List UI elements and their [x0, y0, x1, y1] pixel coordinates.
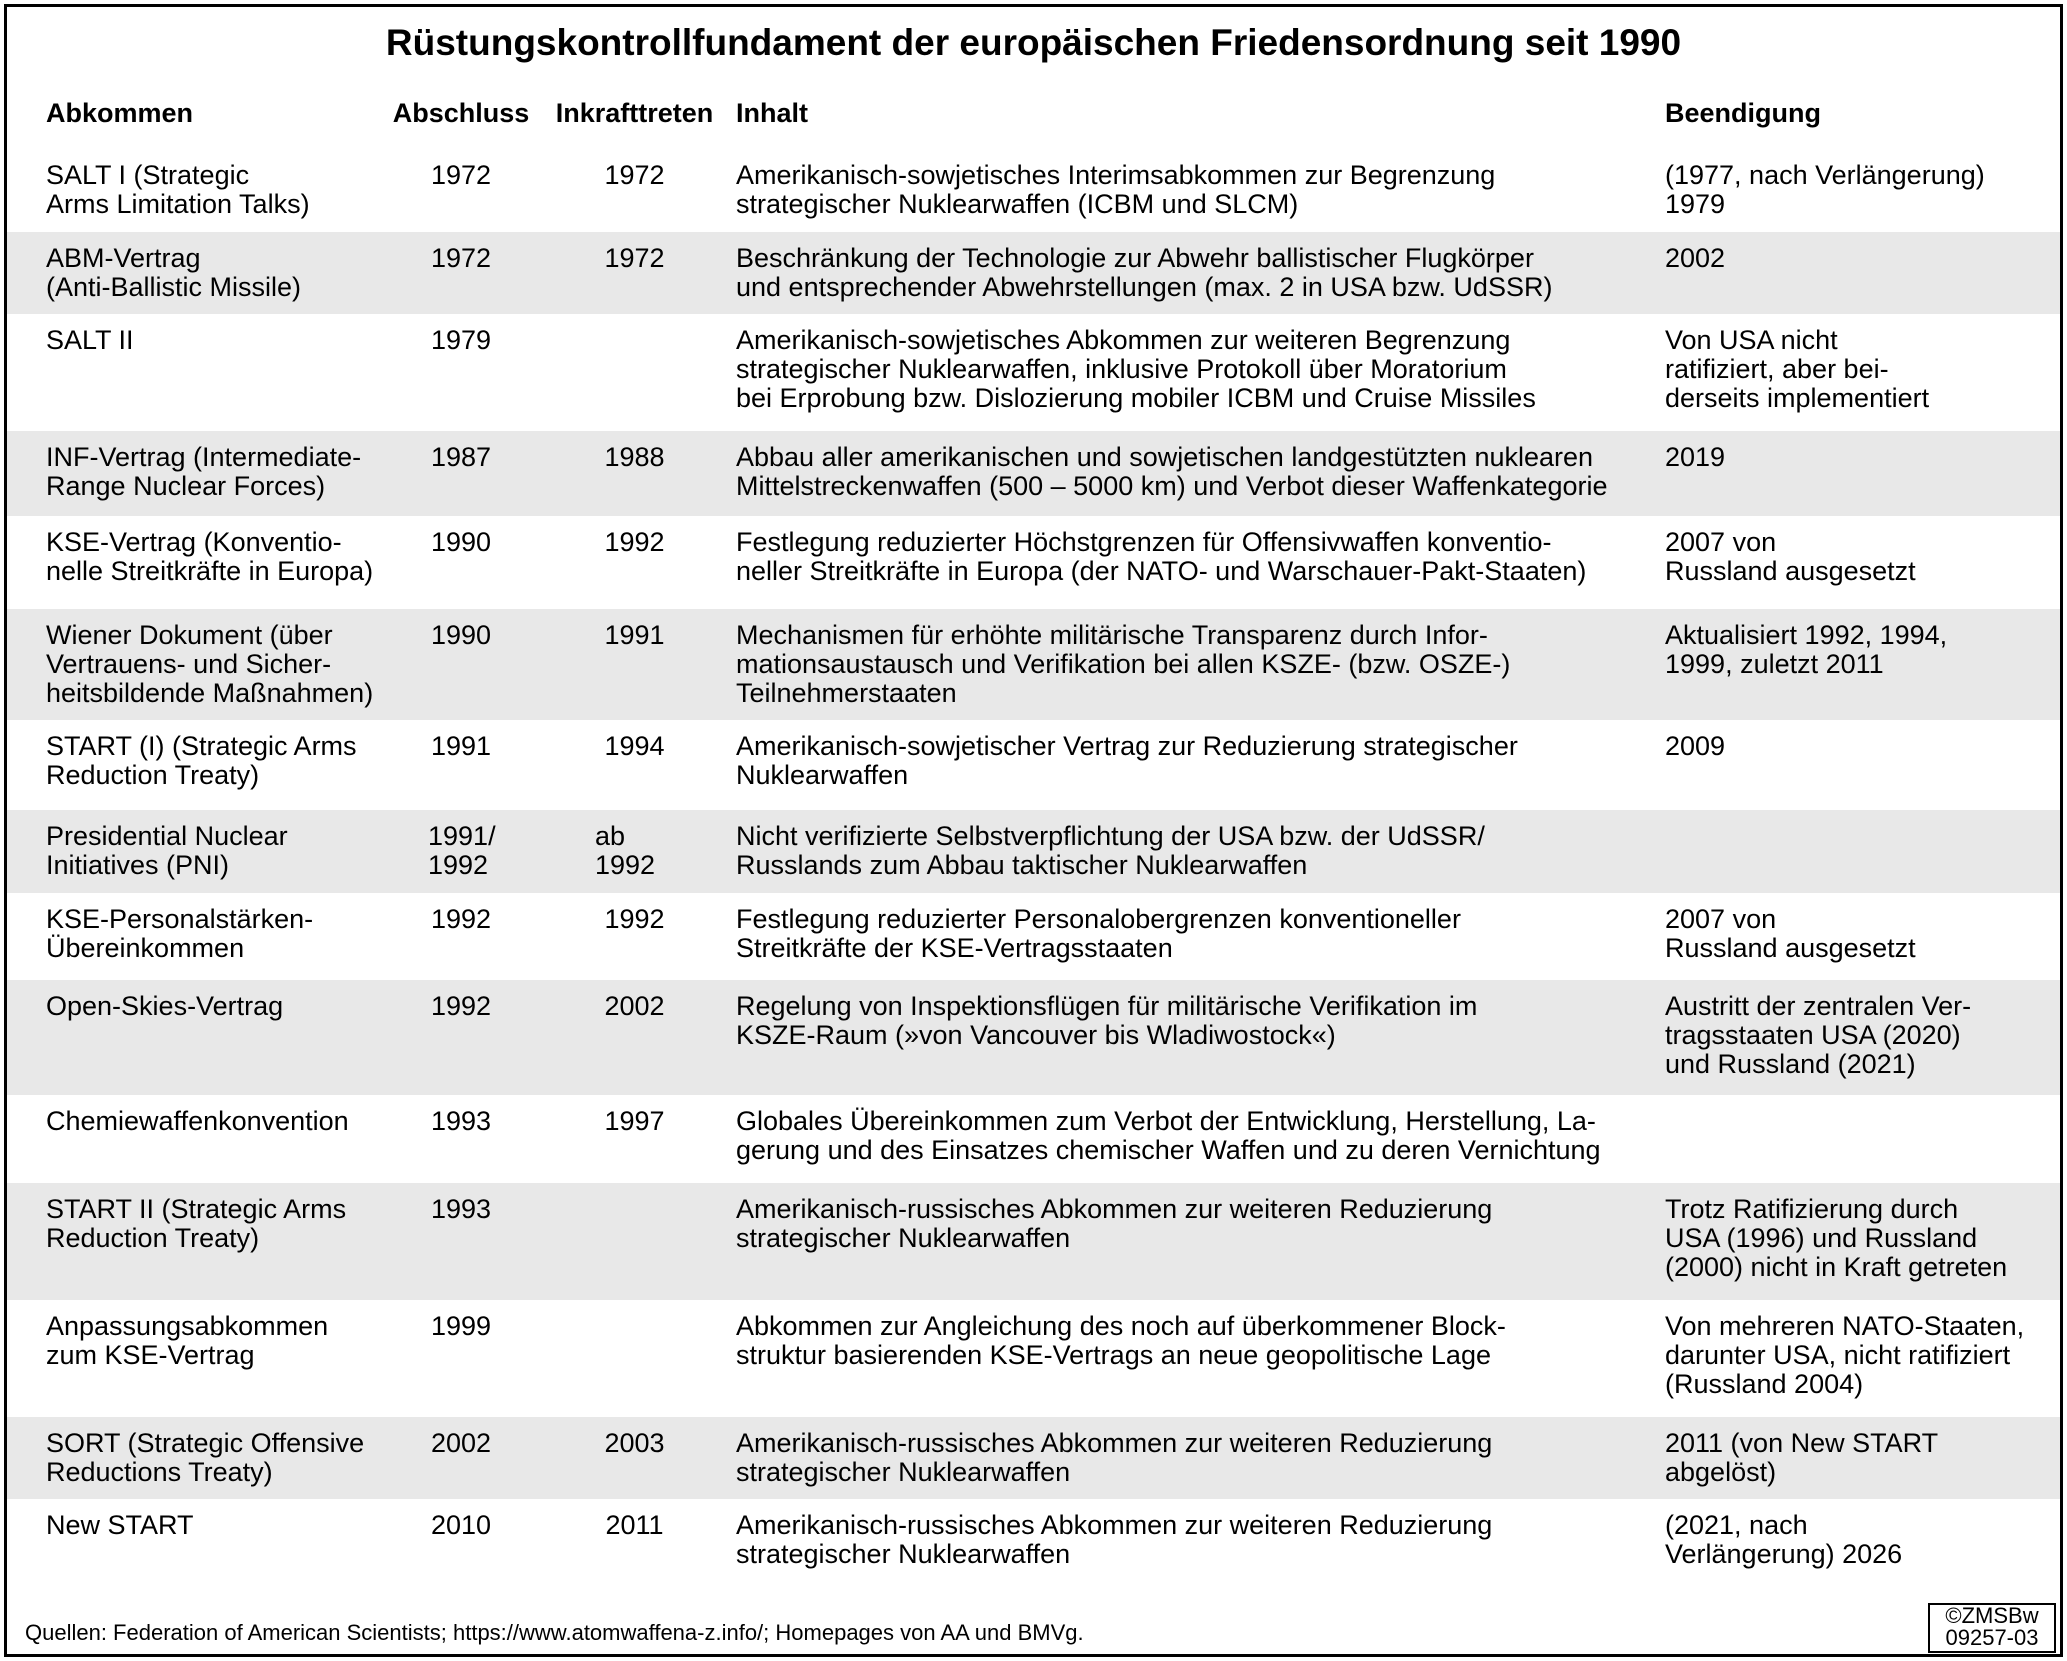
cell-beendigung: Von USA nicht ratifiziert, aber bei- derseits implementiert	[1665, 325, 1930, 413]
table-row	[7, 810, 2060, 893]
cell-inkrafttreten: 1992	[604, 527, 665, 557]
cell-beendigung: Trotz Ratifizierung durch USA (1996) und Russland (2000) nicht in Kraft getreten	[1665, 1194, 2008, 1282]
cell-beendigung: 2019	[1665, 442, 1726, 472]
cell-abschluss: 1987	[430, 442, 492, 472]
cell-beendigung: (2021, nach Verlängerung) 2026	[1665, 1510, 1903, 1569]
cell-beendigung: Aktualisiert 1992, 1994, 1999, zuletzt 2011	[1665, 620, 1948, 679]
cell-abschluss: 1991/ 1992	[428, 821, 496, 880]
cell-abkommen: SALT I (Strategic Arms Limitation Talks)	[46, 160, 310, 219]
cell-beendigung: 2011 (von New START abgelöst)	[1665, 1428, 1939, 1487]
cell-inhalt: Amerikanisch-russisches Abkommen zur weiteren Reduzierung strategischer Nuklearwaffen	[736, 1428, 1493, 1487]
sources-note: Quellen: Federation of American Scientists; https://www.atomwaffena-z.info/; Homepages von AA und BMVg.	[25, 1620, 1084, 1645]
cell-abschluss: 1972	[430, 160, 492, 190]
cell-inhalt: Abbau aller amerikanischen und sowjetischen landgestützten nuklearen Mittelstreckenwaffen (500 – 5000 km) und Verbot dieser Waffenkategorie	[736, 442, 1608, 501]
copyright-box	[1928, 1603, 2056, 1653]
cell-abschluss: 1990	[430, 620, 492, 650]
table-row	[7, 980, 2060, 1095]
cell-inhalt: Amerikanisch-russisches Abkommen zur weiteren Reduzierung strategischer Nuklearwaffen	[736, 1510, 1493, 1569]
cell-inhalt: Festlegung reduzierter Höchstgrenzen für Offensivwaffen konventio- neller Streitkräfte in Europa (der NATO- und Warschauer-Pakt-Staaten)	[736, 527, 1587, 586]
cell-abschluss: 2010	[430, 1510, 492, 1540]
table-row	[7, 720, 2060, 810]
document-code: 09257-03	[1945, 1625, 2039, 1650]
cell-abschluss: 1993	[430, 1194, 492, 1224]
cell-inhalt: Beschränkung der Technologie zur Abwehr ballistischer Flugkörper und entsprechender Abwehrstellungen (max. 2 in USA bzw. UdSSR)	[736, 243, 1553, 302]
cell-abkommen: KSE-Vertrag (Konventio- nelle Streitkräfte in Europa)	[46, 527, 374, 586]
table-row	[7, 516, 2060, 609]
cell-beendigung: 2007 von Russland ausgesetzt	[1665, 904, 1916, 963]
cell-inkrafttreten: ab 1992	[595, 821, 656, 880]
cell-abkommen: START II (Strategic Arms Reduction Treaty)	[46, 1194, 347, 1253]
cell-abkommen: Anpassungsabkommen zum KSE-Vertrag	[46, 1311, 329, 1370]
table-row	[7, 149, 2060, 232]
table-row	[7, 609, 2060, 720]
table-row	[7, 893, 2060, 980]
header-inhalt: Inhalt	[736, 98, 808, 128]
document-frame	[4, 4, 2063, 1657]
cell-beendigung: (1977, nach Verlängerung) 1979	[1665, 160, 1985, 219]
cell-abschluss: 1999	[430, 1311, 492, 1341]
header-abkommen: Abkommen	[46, 98, 194, 128]
cell-abkommen: START (I) (Strategic Arms Reduction Treaty)	[46, 731, 357, 790]
cell-inhalt: Amerikanisch-russisches Abkommen zur weiteren Reduzierung strategischer Nuklearwaffen	[736, 1194, 1493, 1253]
cell-inkrafttreten: 1991	[604, 620, 665, 650]
cell-abschluss: 1993	[430, 1106, 492, 1136]
cell-abschluss: 2002	[430, 1428, 492, 1458]
cell-inhalt: Amerikanisch-sowjetischer Vertrag zur Reduzierung strategischer Nuklearwaffen	[736, 731, 1518, 790]
cell-inhalt: Amerikanisch-sowjetisches Interimsabkommen zur Begrenzung strategischer Nuklearwaffen (ICBM und SLCM)	[736, 160, 1496, 219]
cell-beendigung: 2002	[1665, 243, 1726, 273]
cell-abkommen: SALT II	[46, 325, 134, 355]
cell-inkrafttreten: 1988	[604, 442, 665, 472]
header-beendigung: Beendigung	[1665, 98, 1821, 128]
cell-inkrafttreten: 1994	[604, 731, 665, 761]
treaty-table	[7, 91, 2060, 1585]
cell-abkommen: KSE-Personalstärken- Übereinkommen	[46, 904, 314, 963]
cell-inhalt: Festlegung reduzierter Personalobergrenzen konventioneller Streitkräfte der KSE-Vertragsstaaten	[736, 904, 1461, 963]
cell-inhalt: Nicht verifizierte Selbstverpflichtung der USA bzw. der UdSSR/ Russlands zum Abbau taktischer Nuklearwaffen	[736, 821, 1485, 880]
cell-abschluss: 1992	[430, 904, 492, 934]
table-row	[7, 1417, 2060, 1499]
cell-beendigung: 2007 von Russland ausgesetzt	[1665, 527, 1916, 586]
cell-abkommen: INF-Vertrag (Intermediate- Range Nuclear Forces)	[46, 442, 362, 501]
cell-abkommen: Presidential Nuclear Initiatives (PNI)	[46, 821, 288, 880]
cell-abschluss: 1972	[430, 243, 492, 273]
table-row	[7, 314, 2060, 431]
cell-beendigung: Von mehreren NATO-Staaten, darunter USA, nicht ratifiziert (Russland 2004)	[1665, 1311, 2025, 1399]
header-inkrafttreten: Inkrafttreten	[555, 98, 714, 128]
cell-inkrafttreten: 1997	[604, 1106, 665, 1136]
cell-inkrafttreten: 2003	[604, 1428, 665, 1458]
cell-abschluss: 1991	[430, 731, 492, 761]
cell-inkrafttreten: 1972	[604, 243, 665, 273]
cell-beendigung: Austritt der zentralen Ver- tragsstaaten USA (2020) und Russland (2021)	[1665, 991, 1972, 1079]
table-row	[7, 1300, 2060, 1417]
table-header-row	[7, 91, 2060, 149]
cell-inkrafttreten: 2002	[604, 991, 665, 1021]
cell-abkommen: New START	[46, 1510, 194, 1540]
cell-abkommen: Wiener Dokument (über Vertrauens- und Sicher- heitsbildende Maßnahmen)	[46, 620, 374, 708]
cell-abschluss: 1979	[430, 325, 492, 355]
cell-inkrafttreten: 1992	[604, 904, 665, 934]
cell-inhalt: Mechanismen für erhöhte militärische Transparenz durch Infor- mationsaustausch und Verifikation bei allen KSZE- (bzw. OSZE-) Teilnehmerstaaten	[736, 620, 1511, 708]
copyright-line: ©ZMSBw	[1945, 1603, 2039, 1628]
table-row	[7, 1183, 2060, 1300]
table-row	[7, 1095, 2060, 1183]
cell-abkommen: Open-Skies-Vertrag	[46, 991, 284, 1021]
document-title: Rüstungskontrollfundament der europäischen Friedensordnung seit 1990	[385, 22, 1682, 63]
cell-abkommen: SORT (Strategic Offensive Reductions Treaty)	[46, 1428, 365, 1487]
header-abschluss: Abschluss	[392, 98, 530, 128]
cell-abkommen: Chemiewaffenkonvention	[46, 1106, 349, 1136]
cell-inkrafttreten: 1972	[604, 160, 665, 190]
cell-abschluss: 1992	[430, 991, 492, 1021]
table-row	[7, 232, 2060, 314]
cell-inkrafttreten: 2011	[605, 1510, 664, 1540]
cell-inhalt: Globales Übereinkommen zum Verbot der Entwicklung, Herstellung, La- gerung und des Einsatzes chemischer Waffen und zu deren Vernichtung	[736, 1106, 1601, 1165]
cell-inhalt: Abkommen zur Angleichung des noch auf überkommener Block- struktur basierenden KSE-Vertrags an neue geopolitische Lage	[736, 1311, 1506, 1370]
table-row	[7, 1499, 2060, 1585]
cell-inhalt: Amerikanisch-sowjetisches Abkommen zur weiteren Begrenzung strategischer Nuklearwaffen, inklusive Protokoll über Moratorium bei Erprobung bzw. Dislozierung mobiler ICBM und Cruise Missiles	[736, 325, 1536, 413]
cell-abschluss: 1990	[430, 527, 492, 557]
cell-inhalt: Regelung von Inspektionsflügen für militärische Verifikation im KSZE-Raum (»von Vancouver bis Wladiwostock«)	[736, 991, 1478, 1050]
cell-beendigung: 2009	[1665, 731, 1726, 761]
cell-abkommen: ABM-Vertrag (Anti-Ballistic Missile)	[46, 243, 302, 302]
table-row	[7, 431, 2060, 516]
